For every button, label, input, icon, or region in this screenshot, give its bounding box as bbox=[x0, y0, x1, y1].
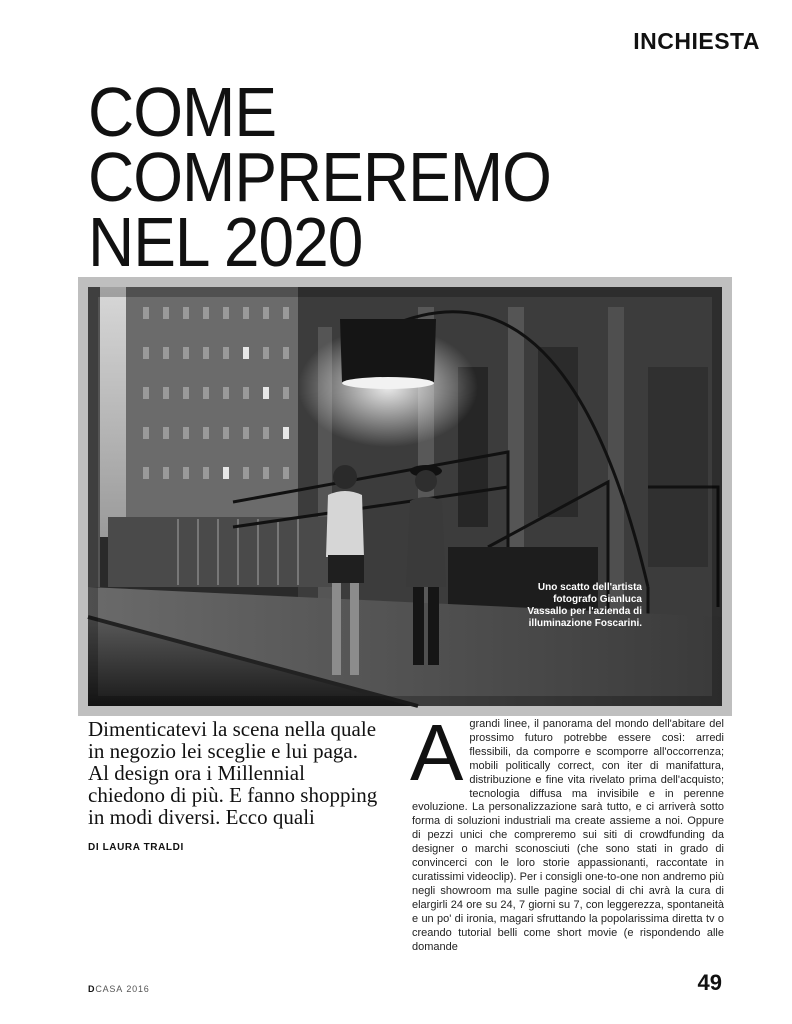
photo-illustration bbox=[88, 287, 722, 706]
photo-caption: Uno scatto dell'artista fotografo Gianluca Vassallo per l'azienda di illuminazione Foscarini. bbox=[527, 582, 642, 629]
headline-line-1: COME bbox=[88, 73, 276, 152]
drop-cap: A bbox=[410, 708, 464, 797]
article-body bbox=[410, 708, 724, 953]
footer-brand-initial: D bbox=[88, 984, 96, 994]
footer-year: 2016 bbox=[126, 984, 150, 994]
headline-line-2: COMPREREMO bbox=[88, 138, 551, 217]
standfirst: Dimenticatevi la scena nella quale in negozio lei sceglie e lui paga. Al design ora i Millennial chiedono di più. E fanno shopping in modi diversi. Ecco quali bbox=[88, 717, 378, 829]
headline bbox=[88, 73, 728, 281]
footer-brand bbox=[88, 984, 150, 994]
feature-photo bbox=[88, 287, 722, 706]
article-body-text: grandi linee, il panorama del mondo dell'abitare del prossimo futuro potrebbe essere così: arredi flessibili, da comporre e scomporre all'occorrenza; mobili politically correct, con iter di manifattura, distribuzione e fine vita rivelato prima dell'acquisto; tecnologia diffusa ma invisibile e in perenne evoluzione. La personalizzazione sarà tutto, e ci arriverà sotto forma di soluzioni industriali ma create assieme a noi. Oppure di pezzi unici che compreremo sui siti di crowdfunding da designer o marchi sconosciuti (che sono stati in grado di convincerci con le loro storie appassionanti, raccontate in curatissimi videoclip). Per i consigli one-to-one non andremo più negli showroom ma sulle pagine social di chi avrà la cura di elargirli 24 ore su 24, 7 giorni su 7, con leggerezza, spontaneità e un po' di ironia, magari sfruttando la popolarissima diretta tv o creando tutorial belli come short movie (e rispondendo alle domande bbox=[412, 718, 724, 953]
section-label: INCHIESTA bbox=[633, 28, 760, 54]
footer-brand-name: CASA bbox=[95, 984, 124, 994]
page-number: 49 bbox=[697, 970, 722, 995]
headline-line-3: NEL 2020 bbox=[88, 203, 363, 281]
byline: DI LAURA TRALDI bbox=[88, 842, 184, 853]
